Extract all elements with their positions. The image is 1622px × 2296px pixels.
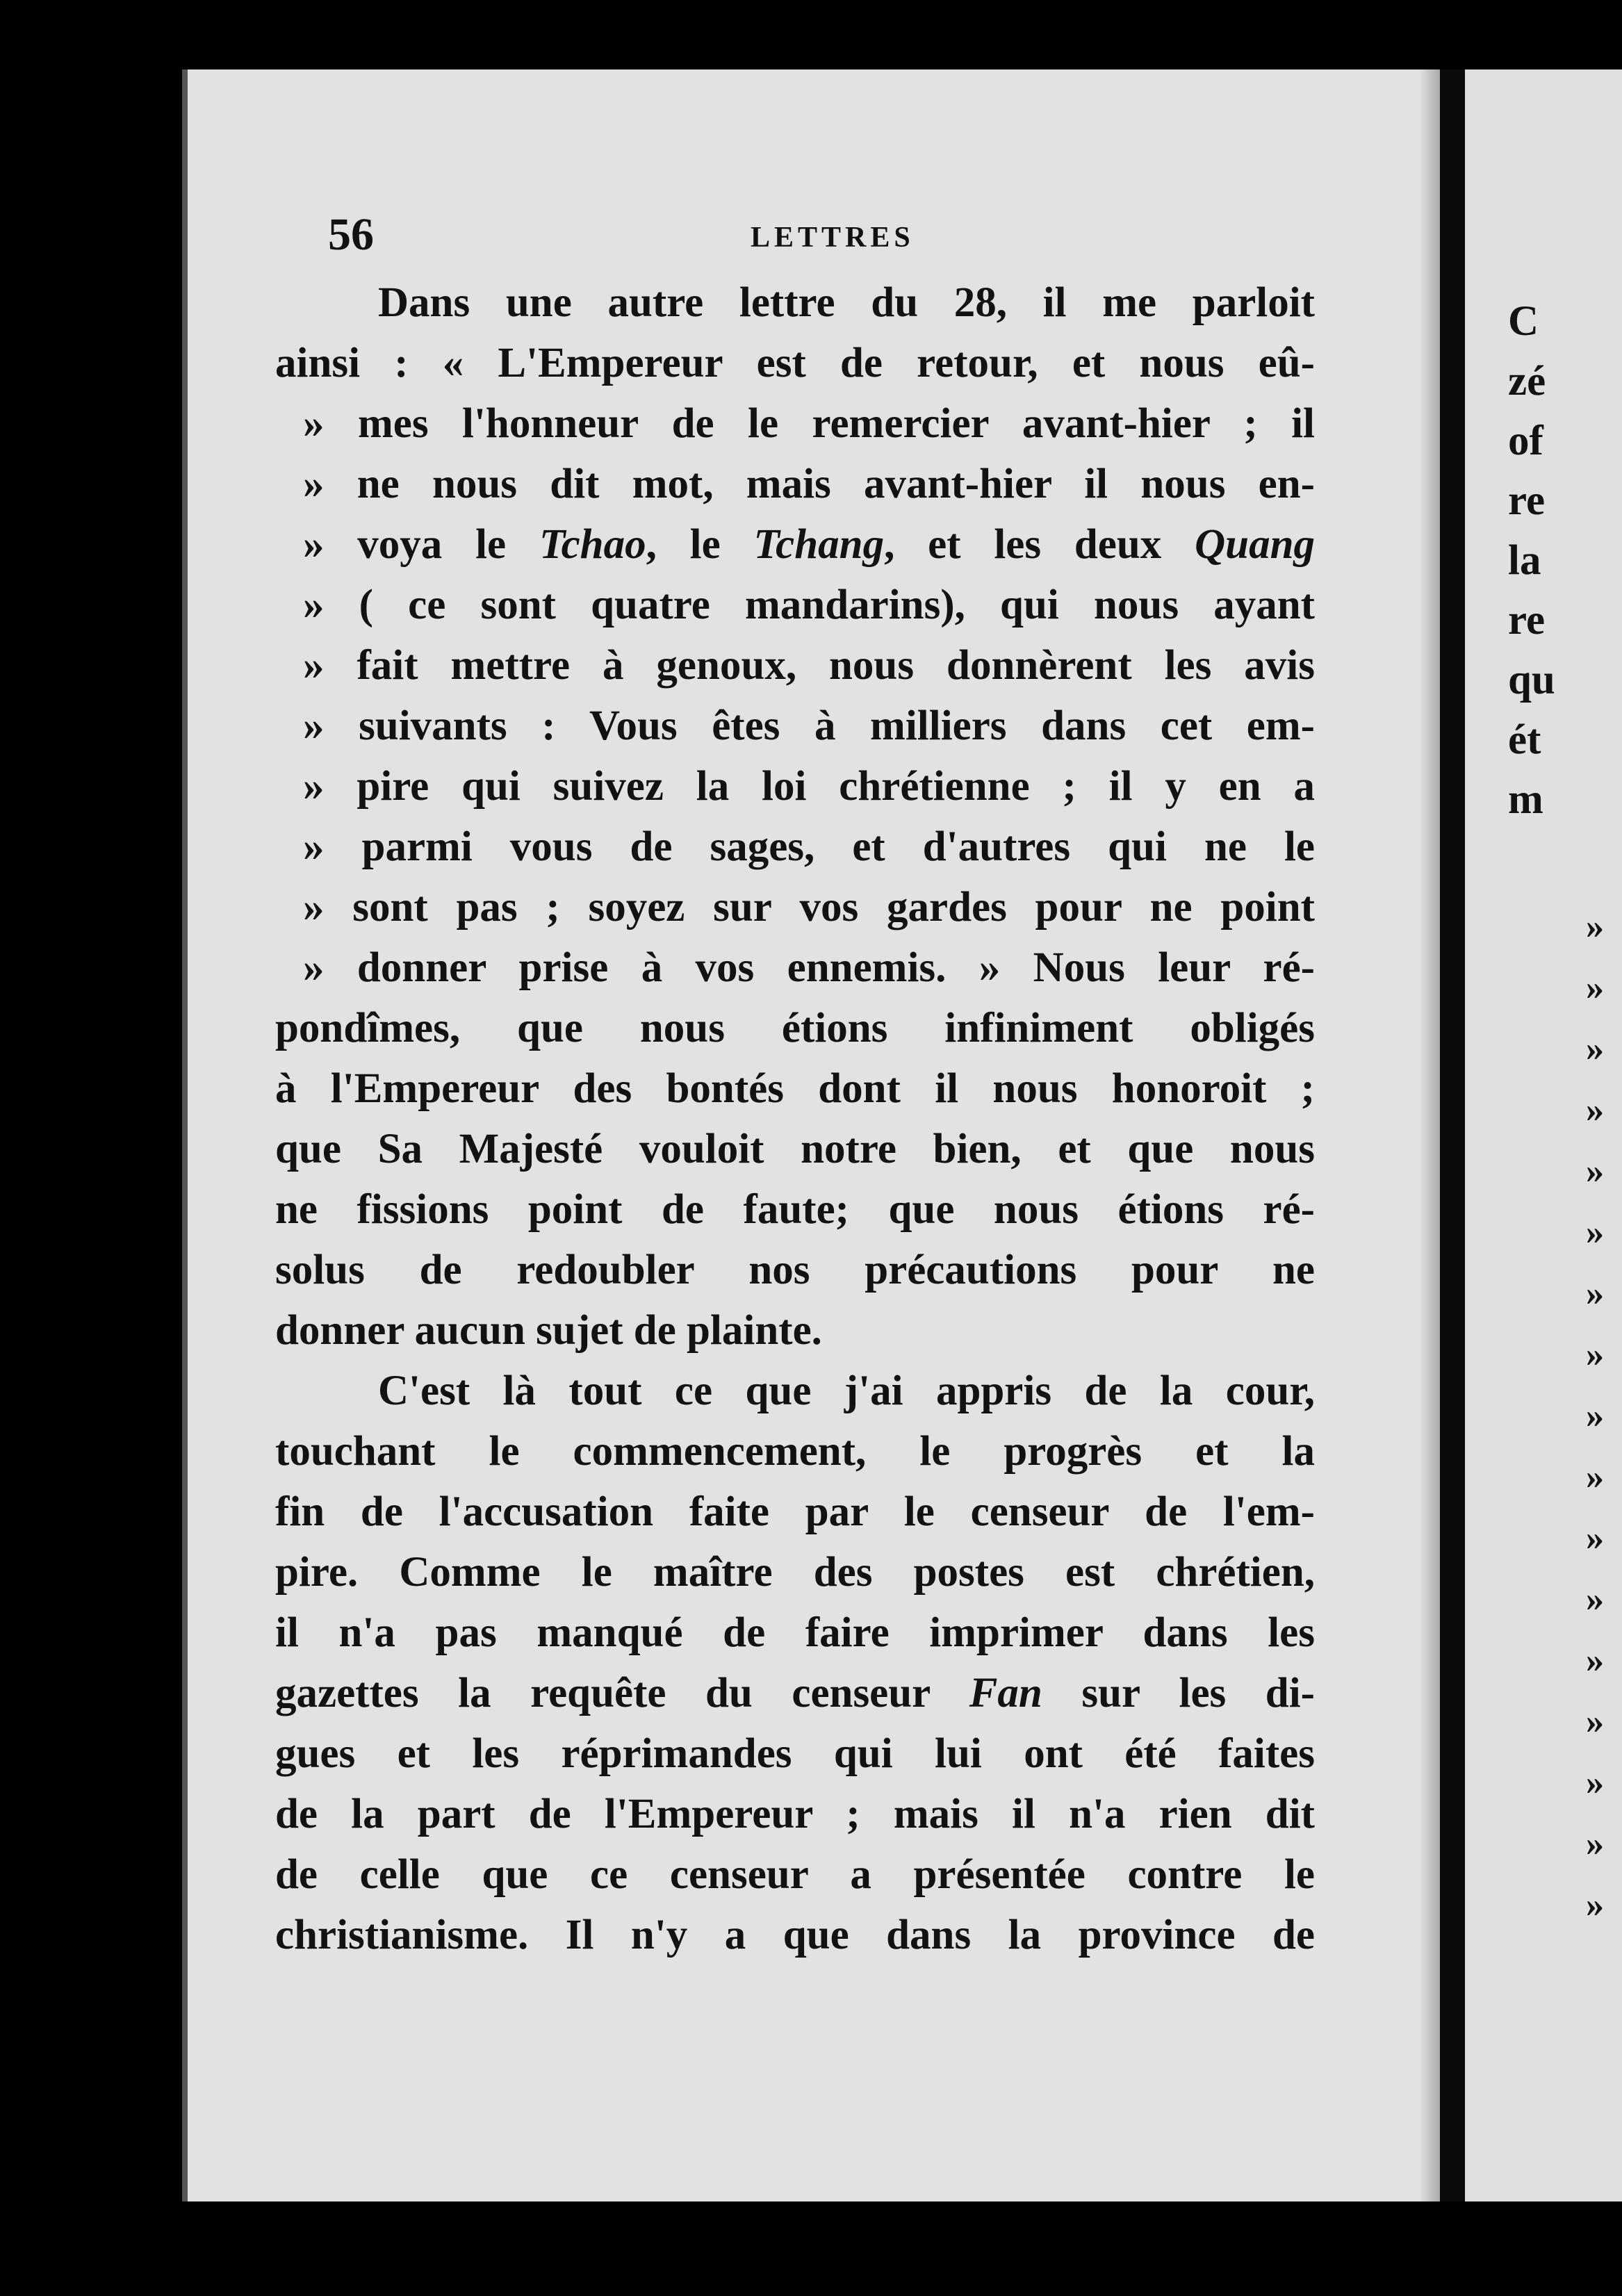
text-line: à l'Empereur des bontés dont il nous honoroit ; bbox=[275, 1065, 1315, 1112]
running-head: LETTRES bbox=[751, 222, 915, 254]
text-line: gues et les réprimandes qui lui ont été faites bbox=[275, 1730, 1315, 1777]
facing-page-guillemets bbox=[1586, 896, 1604, 1936]
body-text bbox=[275, 272, 1315, 1965]
facing-guillemet: » bbox=[1586, 1824, 1604, 1864]
facing-page-line-starts bbox=[1508, 292, 1555, 830]
facing-guillemet: » bbox=[1586, 1029, 1604, 1069]
facing-line: re bbox=[1508, 597, 1546, 643]
page-gutter bbox=[1440, 69, 1465, 2201]
facing-guillemet: » bbox=[1586, 1090, 1604, 1130]
text-line: » ne nous dit mot, mais avant-hier il nous en- bbox=[303, 461, 1315, 507]
text-line: » suivants : Vous êtes à milliers dans cet em- bbox=[303, 703, 1315, 749]
text-line: ne fissions point de faute; que nous étions ré- bbox=[275, 1186, 1315, 1233]
text-line: il n'a pas manqué de faire imprimer dans les bbox=[275, 1609, 1315, 1656]
facing-line: qu bbox=[1508, 657, 1555, 703]
text-line: donner aucun sujet de plainte. bbox=[275, 1307, 822, 1354]
facing-guillemet: » bbox=[1586, 1702, 1604, 1741]
facing-guillemet: » bbox=[1586, 968, 1604, 1008]
facing-guillemet: » bbox=[1586, 1885, 1604, 1925]
text-line: gazettes la requête du censeur Fan sur les di- bbox=[275, 1670, 1315, 1716]
text-line: C'est là tout ce que j'ai appris de la cour, bbox=[378, 1368, 1315, 1414]
text-line: christianisme. Il n'y a que dans la province de bbox=[275, 1912, 1315, 1958]
text-line: Dans une autre lettre du 28, il me parloit bbox=[378, 279, 1315, 326]
facing-guillemet: » bbox=[1586, 1641, 1604, 1680]
text-line: » parmi vous de sages, et d'autres qui ne le bbox=[303, 823, 1315, 870]
facing-line: m bbox=[1508, 776, 1543, 823]
text-line: touchant le commencement, le progrès et la bbox=[275, 1428, 1315, 1475]
facing-line: re bbox=[1508, 477, 1546, 524]
facing-guillemet: » bbox=[1586, 1274, 1604, 1313]
text-line: de la part de l'Empereur ; mais il n'a rien dit bbox=[275, 1791, 1315, 1837]
text-line: pondîmes, que nous étions infiniment obligés bbox=[275, 1005, 1315, 1051]
facing-guillemet: » bbox=[1586, 1151, 1604, 1191]
text-line: » donner prise à vos ennemis. » Nous leur ré- bbox=[303, 944, 1315, 991]
facing-guillemet: » bbox=[1586, 1396, 1604, 1436]
text-line: solus de redoubler nos précautions pour ne bbox=[275, 1247, 1315, 1293]
name-fan: Fan bbox=[969, 1670, 1042, 1716]
name-quang: Quang bbox=[1195, 521, 1316, 568]
facing-guillemet: » bbox=[1586, 1213, 1604, 1252]
facing-guillemet: » bbox=[1586, 1580, 1604, 1619]
facing-guillemet: » bbox=[1586, 1518, 1604, 1558]
facing-guillemet: » bbox=[1586, 1457, 1604, 1497]
text-line: ainsi : « L'Empereur est de retour, et nous eû- bbox=[275, 340, 1315, 386]
text-line: » mes l'honneur de le remercier avant-hier ; il bbox=[303, 400, 1315, 447]
facing-line: C bbox=[1508, 298, 1539, 345]
name-tchang: Tchang bbox=[753, 521, 885, 568]
name-tchao: Tchao bbox=[539, 521, 646, 568]
facing-guillemet: » bbox=[1586, 1335, 1604, 1375]
text-line: » voya le Tchao, le Tchang, et les deux Quang bbox=[303, 521, 1316, 568]
facing-line: of bbox=[1508, 418, 1543, 464]
facing-line: ét bbox=[1508, 716, 1541, 763]
text-line: fin de l'accusation faite par le censeur de l'em- bbox=[275, 1489, 1315, 1535]
facing-line: zé bbox=[1508, 358, 1546, 404]
text-line: pire. Comme le maître des postes est chrétien, bbox=[275, 1549, 1315, 1596]
text-line: » sont pas ; soyez sur vos gardes pour ne point bbox=[303, 884, 1315, 930]
text-line: que Sa Majesté vouloit notre bien, et que nous bbox=[275, 1126, 1315, 1172]
text-line: » ( ce sont quatre mandarins), qui nous ayant bbox=[303, 582, 1315, 628]
page-number: 56 bbox=[328, 209, 374, 260]
facing-line: la bbox=[1508, 537, 1541, 584]
facing-guillemet: » bbox=[1586, 1763, 1604, 1803]
text-line: » pire qui suivez la loi chrétienne ; il y en a bbox=[303, 763, 1315, 810]
text-line: » fait mettre à genoux, nous donnèrent les avis bbox=[303, 642, 1315, 689]
text-line: de celle que ce censeur a présentée contre le bbox=[275, 1851, 1315, 1898]
facing-guillemet: » bbox=[1586, 907, 1604, 946]
